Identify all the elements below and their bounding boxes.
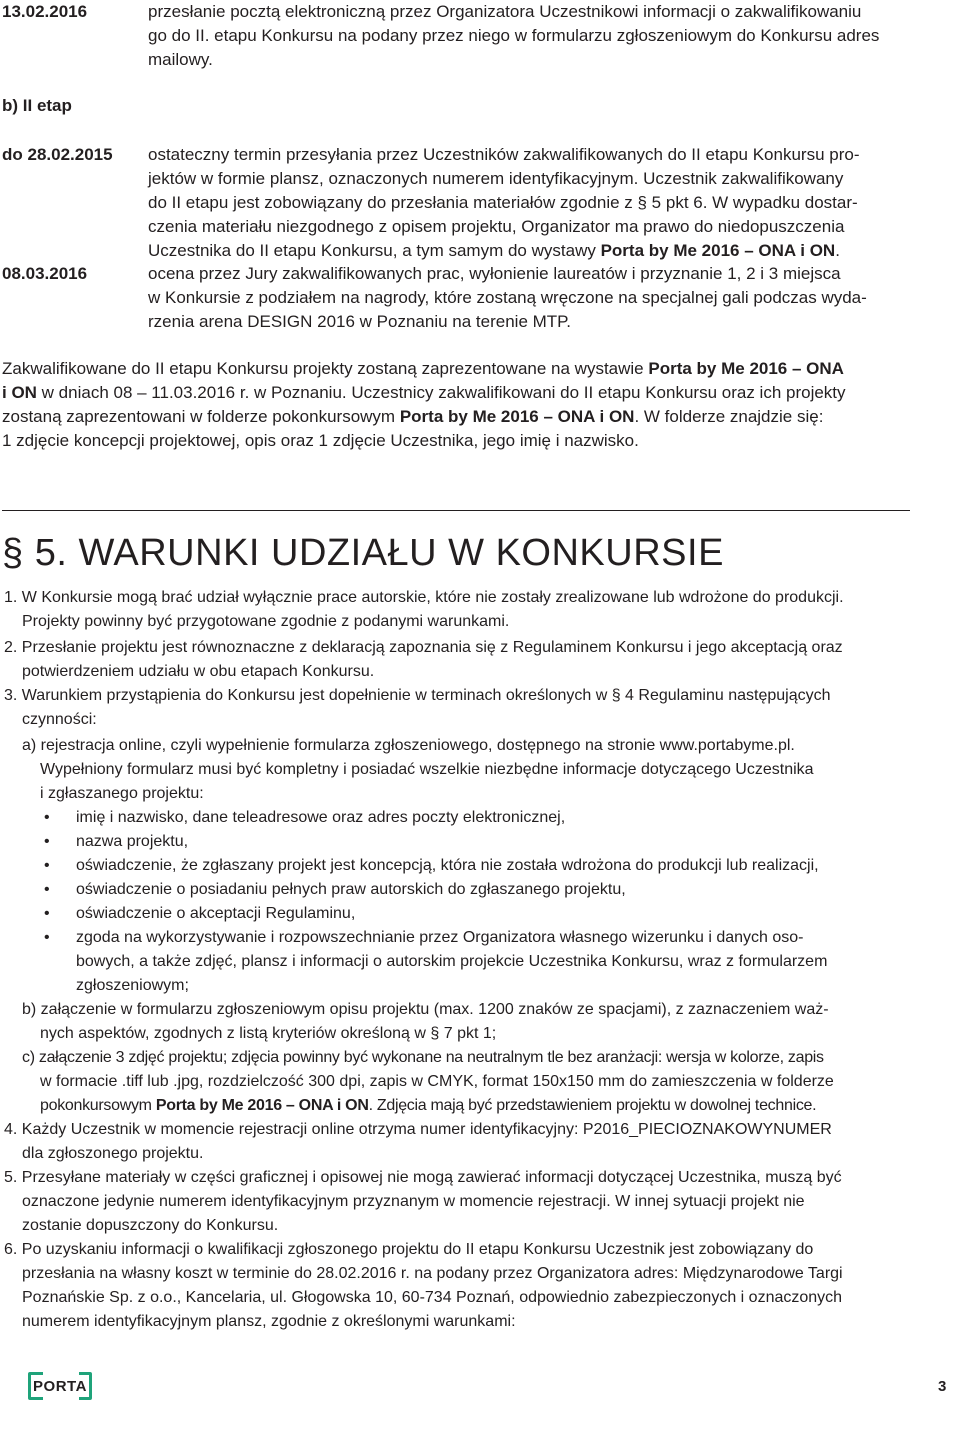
text-line: go do II. etapu Konkursu na podany przez niego w formularzu zgłoszeniowym do Konkursu adres [148,26,880,45]
bullet-item: imię i nazwisko, dane teleadresowe oraz adres poczty elektronicznej, [76,809,566,826]
rule-line: 3. Warunkiem przystąpienia do Konkursu jest dopełnienie w terminach określonych w § 4 Regulaminu następujących [4,687,831,704]
bullet-item: oświadczenie o akceptacji Regulaminu, [76,905,356,922]
text-line [148,239,912,263]
schedule-description [148,0,912,72]
page-number: 3 [938,1378,947,1395]
text-line: ocena przez Jury zakwalifikowanych prac, wyłonienie laureatów i przyznanie 1, 2 i 3 miejsca [148,264,841,283]
text-run: w dniach 08 – 11.03.2016 r. w Poznaniu. Uczestnicy zakwalifikowani do II etapu Konkursu oraz ich projekty [36,383,846,402]
subitem-line: a) rejestracja online, czyli wypełnienie formularza zgłoszeniowego, dostępnego na stronie www.portabyme.pl. [22,737,795,754]
text-line: mailowy. [148,50,213,69]
rule-line: 1. W Konkursie mogą brać udział wyłącznie prace autorskie, które nie zostały zrealizowane lub wdrożone do produkcji. [4,589,844,606]
text-line: w Konkursie z podziałem na nagrody, które zostaną wręczone na specjalnej gali podczas wyda- [148,288,867,307]
section-divider [2,510,910,511]
schedule-description [148,143,912,263]
rule-line: Poznańskie Sp. z o.o., Kancelaria, ul. Głogowska 10, 60-734 Poznań, odpowiednio zabezpieczonych i oznaczonych [22,1289,843,1306]
subitem-line: w formacie .tiff lub .jpg, rozdzielczość 300 dpi, zapis w CMYK, format 150x150 mm do zamieszczenia w folderze [40,1073,834,1090]
event-name: Porta by Me 2016 – ONA i ON [600,241,836,260]
schedule-date: 08.03.2016 [2,264,88,283]
subitem-line [40,1094,816,1118]
text-line: do II etapu jest zobowiązany do przesłania materiałów zgodnie z § 5 pkt 6. W wypadku dostar- [148,193,858,212]
text-line: przesłanie pocztą elektroniczną przez Organizatora Uczestnikowi informacji o zakwalifikowaniu [148,2,862,21]
bullet-item: oświadczenie, że zgłaszany projekt jest koncepcją, która nie została wdrożona do produkcji lub realizacji, [76,857,819,874]
rule-line: 5. Przesyłane materiały w części graficznej i opisowej nie mogą zawierać informacji dotyczącej Uczestnika, muszą być [4,1169,842,1186]
subitem-line: b) załączenie w formularzu zgłoszeniowym opisu projektu (max. 1200 znaków ze spacjami), z zaznaczeniem waż- [22,1001,829,1018]
rule-line: dla zgłoszonego projektu. [22,1145,204,1162]
logo-gap [43,1397,79,1400]
bullet-icon: • [44,833,50,850]
logo-text: PORTA [33,1377,87,1395]
bullet-item: oświadczenie o posiadaniu pełnych praw autorskich do zgłaszanego projektu, [76,881,626,898]
text-line: rzenia arena DESIGN 2016 w Poznaniu na terenie MTP. [148,312,572,331]
paragraph-line [2,381,846,405]
bullet-item: nazwa projektu, [76,833,189,850]
text-run: . W folderze znajdzie się: [634,407,824,426]
rule-line: 4. Każdy Uczestnik w momencie rejestracji online otrzyma numer identyfikacyjny: P2016_PIECIOZNAKOWYNUMER [4,1121,832,1138]
bullet-icon: • [44,881,50,898]
rule-line: czynności: [22,711,97,728]
rule-line: przesłania na własny koszt w terminie do 28.02.2016 r. na podany przez Organizatora adres: Międzynarodowe Targi [22,1265,843,1282]
rule-line: 2. Przesłanie projektu jest równoznaczne z deklaracją zapoznania się z Regulaminem Konkursu i jego akceptacją oraz [4,639,843,656]
paragraph-line [2,405,823,429]
event-name: i ON [2,383,37,402]
event-name: Porta by Me 2016 – ONA i ON [155,1097,369,1114]
paragraph-line [2,357,844,381]
bullet-item: zgoda na wykorzystywanie i rozpowszechnianie przez Organizatora własnego wizerunku i danych oso- [76,929,804,946]
logo-gap [43,1372,79,1375]
subitem-line: i zgłaszanego projektu: [40,785,204,802]
stage-heading: b) II etap [2,96,72,115]
section-title: § 5. WARUNKI UDZIAŁU W KONKURSIE [2,532,724,574]
bullet-icon: • [44,857,50,874]
rule-line: numerem identyfikacyjnym plansz, zgodnie z określonymi warunkami: [22,1313,516,1330]
subitem-line: c) załączenie 3 zdjęć projektu; zdjęcia powinny być wykonane na neutralnym tle bez aranżacji: wersja w kolorze, zapis [22,1049,824,1066]
subitem-line: nych aspektów, zgodnych z listą kryteriów określoną w § 7 pkt 1; [40,1025,497,1042]
rule-line: 6. Po uzyskaniu informacji o kwalifikacji zgłoszonego projektu do II etapu Konkursu Uczestnik jest zobowiązany do [4,1241,814,1258]
schedule-date: 13.02.2016 [2,2,88,21]
text-run: Uczestnika do II etapu Konkursu, a tym samym do wystawy [148,241,601,260]
schedule-date: do 28.02.2015 [2,145,113,164]
text-line: jektów w formie plansz, oznaczonych numerem identyfikacyjnym. Uczestnik zakwalifikowany [148,169,844,188]
text-run: Zakwalifikowane do II etapu Konkursu projekty zostaną zaprezentowane na wystawie [2,359,649,378]
schedule-description [148,262,912,334]
bullet-icon: • [44,809,50,826]
bullet-icon: • [44,905,50,922]
text-run: . [835,241,840,260]
text-line: czenia materiału niezgodnego z opisem projektu, Organizator ma prawo do niedopuszczenia [148,217,845,236]
subitem-line: Wypełniony formularz musi być kompletny i posiadać wszelkie niezbędne informacje dotyczącego Uczestnika [40,761,814,778]
text-line: ostateczny termin przesyłania przez Uczestników zakwalifikowanych do II etapu Konkursu pro- [148,145,860,164]
rule-line: oznaczone jedynie numerem identyfikacyjnym przyznanym w momencie rejestracji. W innej sytuacji projekt nie [22,1193,805,1210]
rule-line: Projekty powinny być przygotowane zgodnie z podanymi warunkami. [22,613,510,630]
text-run: . Zdjęcia mają być przedstawieniem projektu w dowolnej technice. [368,1097,817,1114]
porta-logo [28,1372,92,1400]
bullet-item-continued: zgłoszeniowym; [76,977,189,994]
bullet-icon: • [44,929,50,946]
event-name: Porta by Me 2016 – ONA i ON [399,407,635,426]
bullet-item-continued: bowych, a także zdjęć, plansz i informacji o autorskim projekcie Uczestnika Konkursu, wraz z formularzem [76,953,828,970]
rule-line: potwierdzeniem udziału w obu etapach Konkursu. [22,663,375,680]
text-run: zostaną zaprezentowani w folderze pokonkursowym [2,407,400,426]
rule-line: zostanie dopuszczony do Konkursu. [22,1217,279,1234]
paragraph-line: 1 zdjęcie koncepcji projektowej, opis oraz 1 zdjęcie Uczestnika, jego imię i nazwisko. [2,431,639,450]
event-name: Porta by Me 2016 – ONA [648,359,844,378]
text-run: pokonkursowym [40,1097,156,1114]
